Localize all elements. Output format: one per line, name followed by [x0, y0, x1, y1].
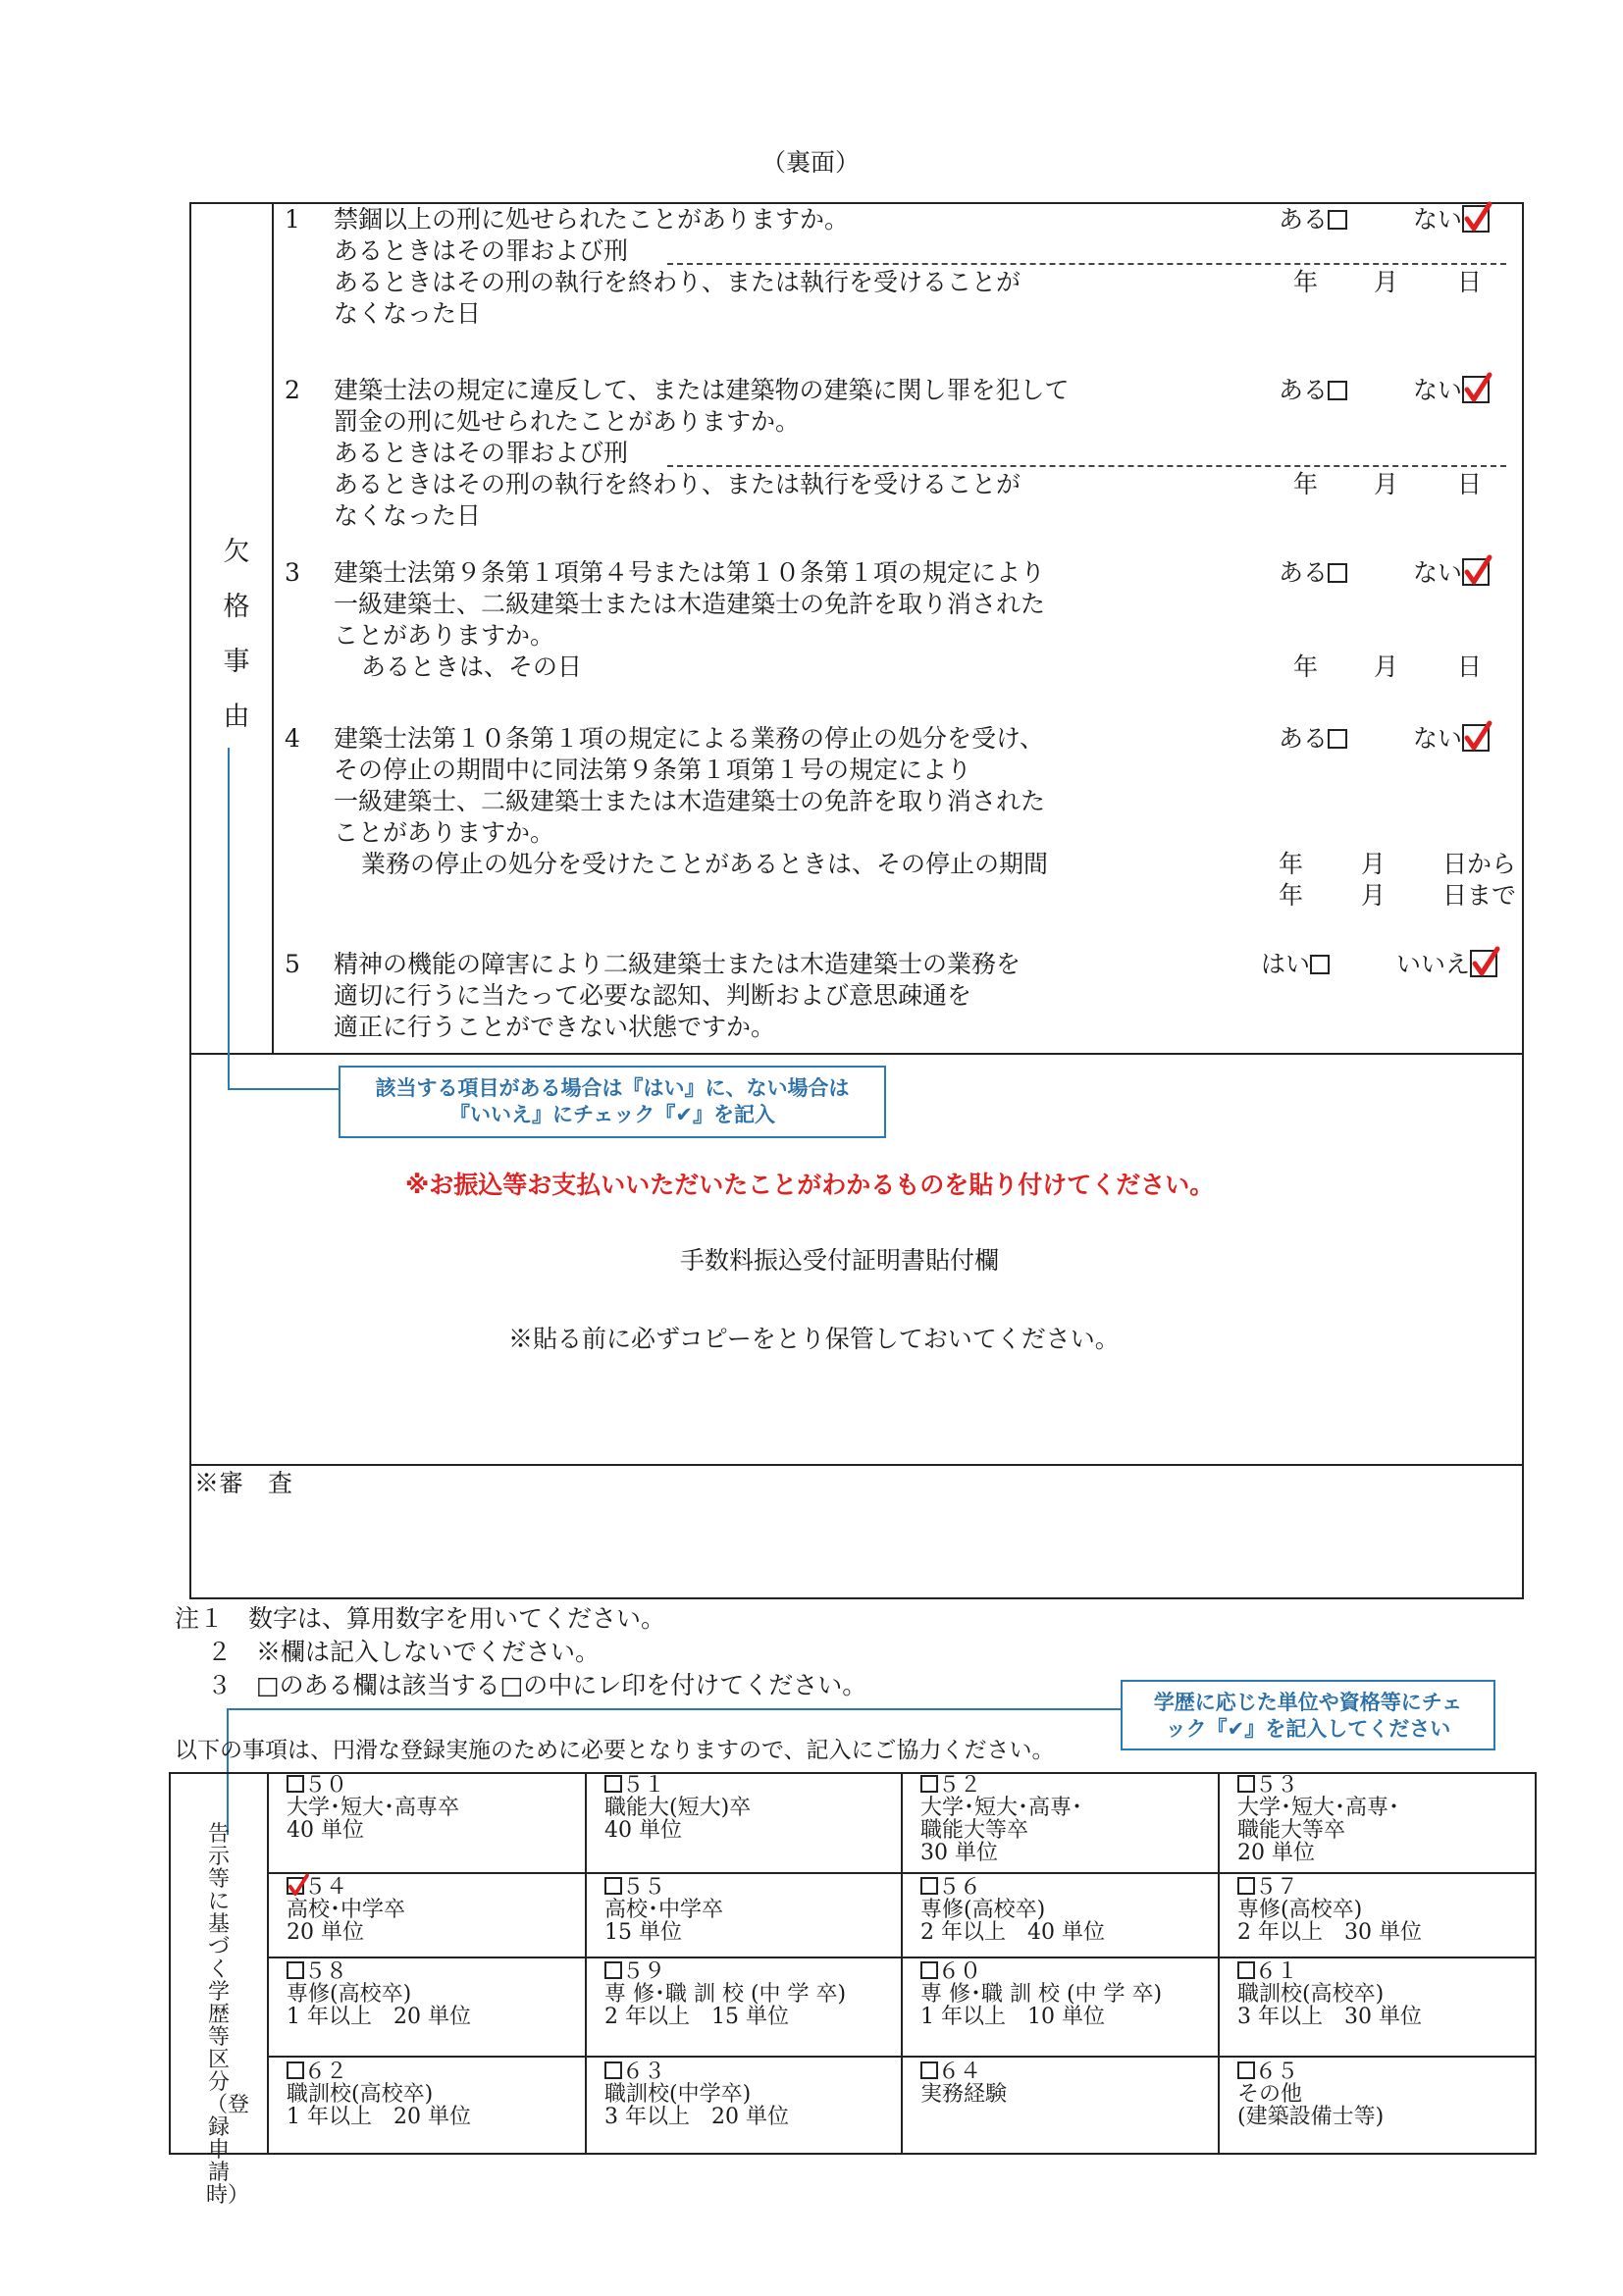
- edu-option-57[interactable]: ５７ 専修(高校卒) 2 年以上 30 単位: [1237, 1875, 1422, 1945]
- edu-option-62[interactable]: ６２ 職訓校(高校卒) 1 年以上 20 単位: [287, 2060, 471, 2129]
- q1-yes-checkbox[interactable]: [1328, 210, 1347, 230]
- q2-no-checkbox[interactable]: [1462, 376, 1490, 403]
- check-icon: [1470, 946, 1501, 979]
- edu-option-53[interactable]: ５３ 大学･短大･高専･ 職能大等卒 20 単位: [1237, 1773, 1400, 1865]
- edu-option-58[interactable]: ５８ 専修(高校卒) 1 年以上 20 単位: [287, 1959, 471, 2029]
- callout-education-instruction: 学歴に応じた単位や資格等にチェ ック『✔』を記入してください: [1121, 1680, 1495, 1750]
- check-icon: [1462, 201, 1493, 235]
- page-title: （裏面）: [761, 148, 861, 177]
- q4-yes-checkbox[interactable]: [1328, 729, 1347, 749]
- copy-note: ※貼る前に必ずコピーをとり保管しておいてください。: [508, 1325, 1120, 1353]
- edu-option-59[interactable]: ５９ 専 修･職 訓 校 (中 学 卒) 2 年以上 15 単位: [604, 1959, 847, 2029]
- callout-connector-1: [221, 746, 348, 1099]
- edu-option-60[interactable]: ６０ 専 修･職 訓 校 (中 学 卒) 1 年以上 10 単位: [920, 1959, 1163, 2029]
- edu-option-54[interactable]: ５４ 高校･中学卒 20 単位: [287, 1875, 406, 1945]
- check-icon: [1462, 554, 1493, 588]
- q5-no-checkbox[interactable]: [1470, 950, 1497, 977]
- callout-check-instruction: 該当する項目がある場合は『はい』に、ない場合は 『いいえ』にチェック『✔』を記入: [339, 1066, 886, 1138]
- disqualification-side-label: 欠 格 事 由: [223, 537, 250, 732]
- edu-option-50[interactable]: ５０ 大学･短大･高専卒 40 単位: [287, 1773, 460, 1843]
- check-icon: [1462, 372, 1493, 405]
- q3-no-checkbox[interactable]: [1462, 558, 1490, 586]
- edu-option-55[interactable]: ５５ 高校･中学卒 15 単位: [604, 1875, 724, 1945]
- edu-option-63[interactable]: ６３ 職訓校(中学卒) 3 年以上 20 単位: [604, 2060, 789, 2129]
- check-icon: [1462, 720, 1493, 754]
- check-icon: [287, 1873, 310, 1899]
- edu-option-61[interactable]: ６１ 職訓校(高校卒) 3 年以上 30 単位: [1237, 1959, 1422, 2029]
- payment-notice: ※お振込等お支払いいただいたことがわかるものを貼り付けてください。: [405, 1171, 1215, 1199]
- cooperation-note: 以下の事項は、円滑な登録実施のために必要となりますので、記入にご協力ください。: [175, 1738, 1055, 1763]
- q1-no-checkbox[interactable]: [1462, 205, 1490, 233]
- edu-option-65[interactable]: ６５ その他 (建築設備士等): [1237, 2060, 1385, 2129]
- review-label: ※審 査: [194, 1469, 293, 1497]
- q2-yes-checkbox[interactable]: [1328, 381, 1347, 400]
- education-side-label: 告示等に基づく学歴等区分（登録申請時）: [206, 1822, 250, 2208]
- edu-option-64[interactable]: ６４ 実務経験: [920, 2060, 1008, 2107]
- edu-option-51[interactable]: ５１ 職能大(短大)卒 40 単位: [604, 1773, 752, 1843]
- q5-yes-checkbox[interactable]: [1310, 955, 1330, 974]
- q4-no-checkbox[interactable]: [1462, 724, 1490, 752]
- q3-yes-checkbox[interactable]: [1328, 563, 1347, 583]
- fee-receipt-label: 手数料振込受付証明書貼付欄: [680, 1246, 1000, 1275]
- edu-option-56[interactable]: ５６ 専修(高校卒) 2 年以上 40 単位: [920, 1875, 1105, 1945]
- edu-option-52[interactable]: ５２ 大学･短大･高専･ 職能大等卒 30 単位: [920, 1773, 1083, 1865]
